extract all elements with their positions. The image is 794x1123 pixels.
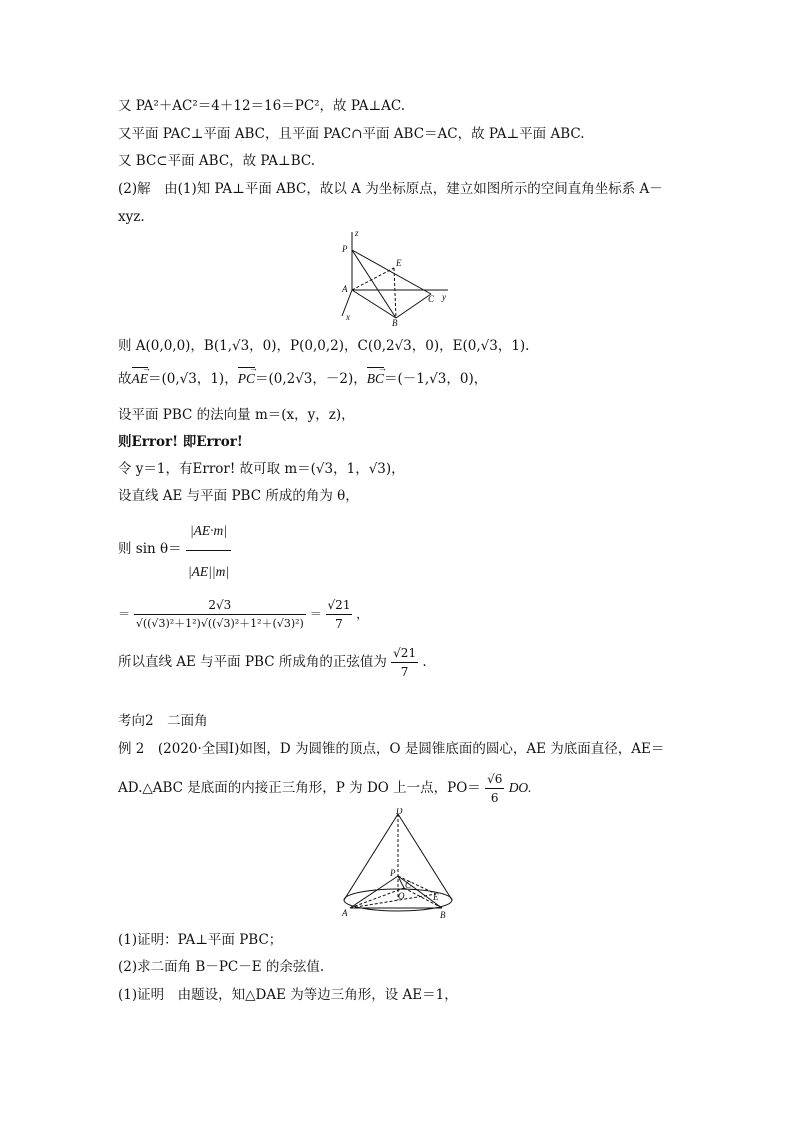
text-fragment: AD.△ABC 是底面的内接正三角形，P 为 DO 上一点，PO＝ (118, 780, 481, 796)
numerator: |AE·m| (186, 518, 231, 551)
denominator: 7 (400, 665, 409, 679)
text-fragment: . (422, 654, 427, 670)
label-x: x (346, 312, 350, 322)
text-line: 令 y＝1，有Error! 故可取 m＝(√3，1，√3)， (118, 461, 405, 477)
numerator: √6 (485, 770, 504, 789)
label-d: D (396, 808, 403, 816)
text-line: 又 BC⊂平面 ABC，故 PA⊥BC. (118, 153, 316, 169)
label-e: E (396, 258, 402, 268)
label-p: P (390, 868, 396, 878)
cone-figure (340, 808, 456, 920)
label-o: O (398, 891, 405, 901)
denominator: 7 (335, 617, 343, 631)
label-b: B (440, 910, 446, 920)
section-heading: 考向2 二面角 (118, 713, 208, 729)
text-fragment: DO. (508, 780, 532, 795)
text-fragment: ， (356, 607, 369, 621)
text-fragment: ＝(0,2√3，－2)， (254, 371, 367, 387)
label-c: C (405, 880, 412, 890)
text-line: 设平面 PBC 的法向量 m＝(x，y，z)， (118, 407, 355, 423)
text-line: 设直线 AE 与平面 PBC 所成的角为 θ， (118, 488, 359, 504)
coordinate-figure (338, 228, 458, 328)
label-a: A (342, 908, 348, 918)
vector-bc: BC → (367, 370, 384, 388)
triangle-ac (350, 888, 404, 908)
text-line: 又 PA²＋AC²＝4＋12＝16＝PC²，故 PA⊥AC. (118, 98, 406, 114)
result-line (118, 644, 427, 681)
text-line: (2)求二面角 B－PC－E 的余弦值. (118, 959, 325, 975)
sin-evaluation (118, 596, 368, 633)
numerator: √21 (391, 644, 418, 663)
fraction (391, 644, 418, 681)
equals: ＝ (309, 607, 322, 621)
equals: ＝ (118, 607, 131, 621)
text-fragment: ＝(－1,√3，0)， (384, 371, 488, 387)
label-e: E (433, 892, 439, 902)
label-b: B (392, 318, 398, 328)
text-line: 又平面 PAC⊥平面 ABC，且平面 PAC∩平面 ABC＝AC，故 PA⊥平面 ABC. (118, 126, 585, 142)
text-fragment: ＝(0,√3，1)， (148, 371, 238, 387)
fraction (485, 770, 504, 807)
segment-pa (350, 876, 398, 908)
text-line: (1)证明：PA⊥平面 PBC； (118, 932, 283, 948)
text-fragment: 所以直线 AE 与平面 PBC 所成角的正弦值为 (118, 654, 387, 670)
vector-pc: PC → (238, 370, 255, 388)
vector-ae: AE → (132, 370, 149, 388)
edge-ae (352, 268, 394, 290)
edge-pc (352, 250, 431, 294)
denominator: √((√3)²＋1²)√((√3)²＋1²＋(√3)²) (135, 617, 304, 630)
edge-pb (352, 250, 396, 318)
diameter-ae (350, 894, 436, 908)
label-a: A (342, 284, 348, 294)
denominator: |AE||m| (187, 564, 230, 579)
numerator: 2√3 (134, 596, 306, 615)
cone-side-left (344, 814, 398, 900)
text-line: 则 A(0,0,0)，B(1,√3，0)，P(0,0,2)，C(0,2√3，0)，E(0,√3，1). (118, 338, 530, 354)
edge-bc (396, 294, 431, 318)
text-fragment: 则 sin θ＝ (118, 541, 182, 557)
fraction (326, 596, 353, 633)
label-p: P (342, 244, 348, 254)
text-line: 则Error! 即Error! (118, 434, 243, 450)
example-line (118, 770, 532, 807)
edge-eb (394, 268, 396, 318)
text-line: (1)证明 由题设，知△DAE 为等边三角形，设 AE＝1， (118, 987, 458, 1003)
sin-formula (118, 518, 231, 581)
label-y: y (442, 292, 446, 302)
vector-line (118, 370, 487, 388)
text-line: 例 2 (2020·全国Ⅰ)如图，D 为圆锥的顶点，O 是圆锥底面的圆心，AE 为底面直径，AE＝ (118, 741, 665, 757)
numerator: √21 (326, 596, 353, 615)
text-fragment: 故 (118, 371, 132, 387)
text-line: xyz. (118, 209, 145, 225)
fraction (186, 518, 231, 581)
label-c: C (428, 294, 435, 304)
fraction (134, 596, 306, 633)
edge-ab (352, 290, 396, 318)
text-line: (2)解 由(1)知 PA⊥平面 ABC，故以 A 为坐标原点，建立如图所示的空间直角坐标系 A－ (118, 181, 663, 197)
label-z: z (355, 228, 359, 238)
denominator: 6 (490, 791, 499, 805)
